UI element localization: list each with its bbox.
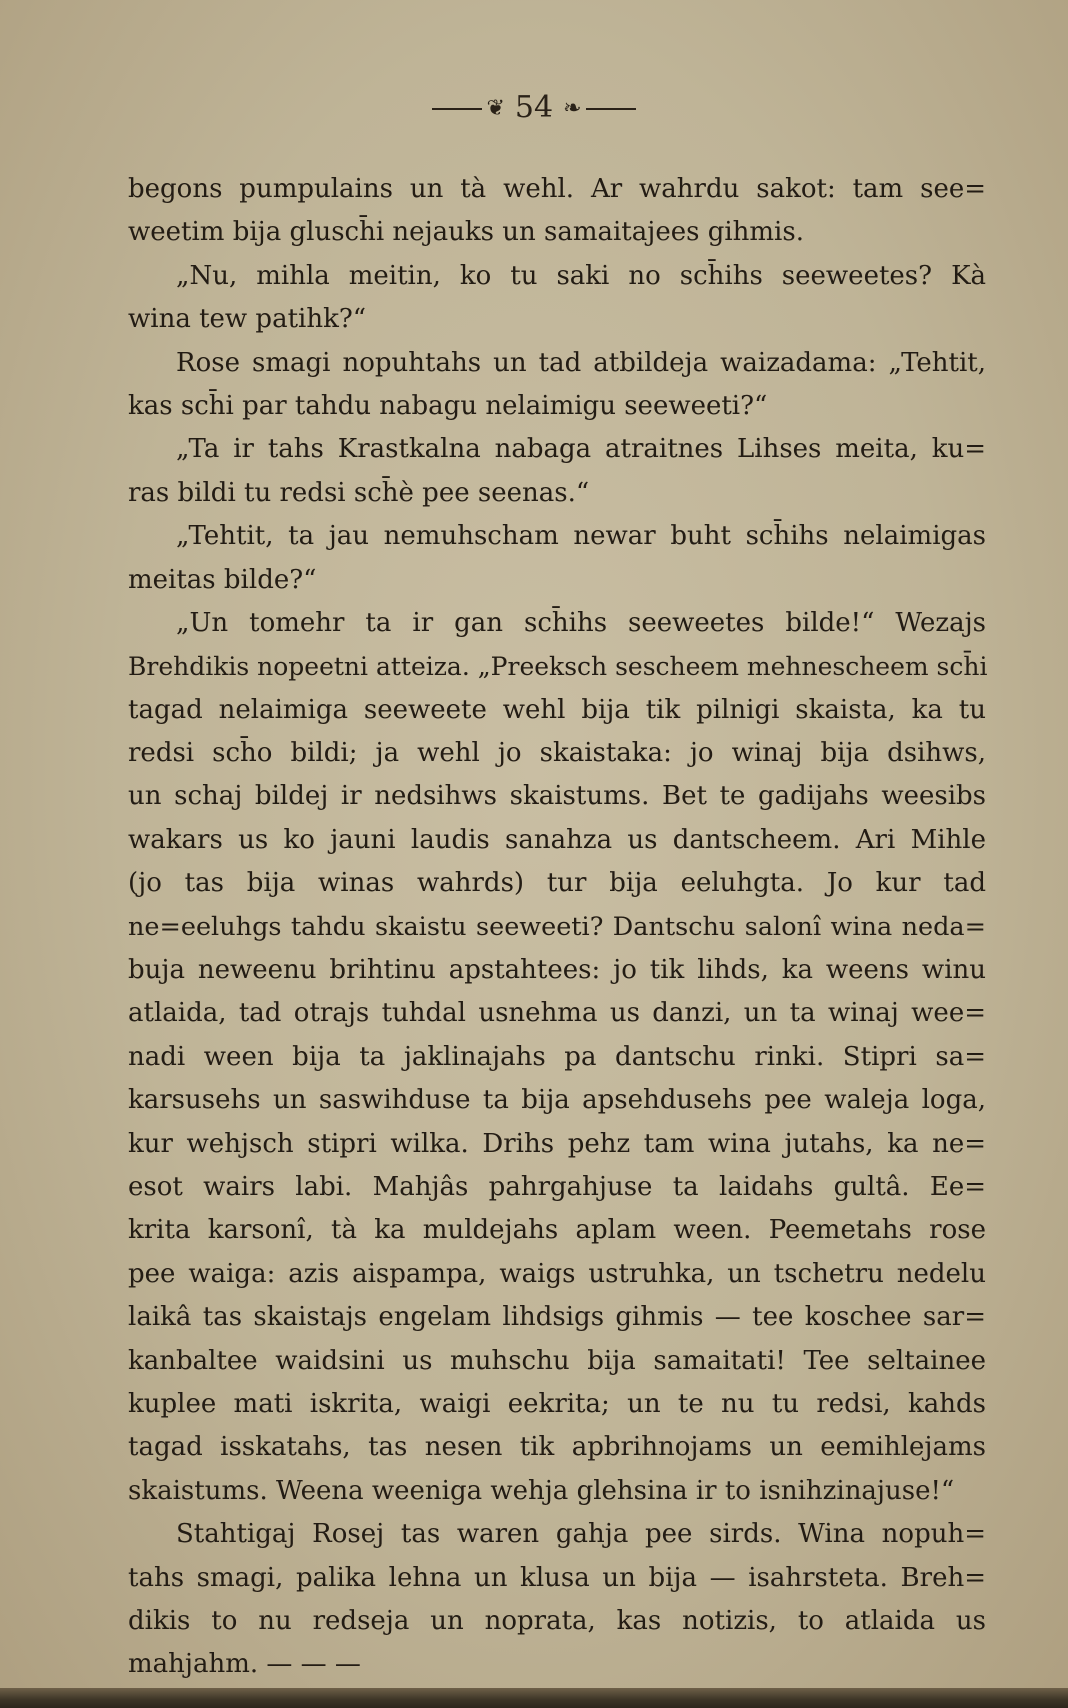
text-line: ras bildi tu redsi sch̄è pee seenas.“ <box>128 477 590 508</box>
text-line: kur wehjsch stipri wilka. Drihs pehz tam wina jutahs, ka ne= <box>128 1128 986 1159</box>
text-line: kuplee mati iskrita, waigi eekrita; un te nu tu redsi, kahds <box>128 1388 986 1419</box>
text-line: esot wairs labi. Mahjâs pahrgahjuse ta laidahs gultâ. Ee= <box>128 1171 986 1202</box>
header-rule-right <box>586 108 636 110</box>
text-line: tagad nelaimiga seeweete wehl bija tik pilnigi skaista, ka tu <box>128 694 986 725</box>
text-line: pee waiga: azis aispampa, waigs ustruhka, un tschetru nedelu <box>128 1258 986 1289</box>
text-line: Rose smagi nopuhtahs un tad atbildeja waizadama: „Tehtit, <box>176 347 986 378</box>
text-line: buja neweenu brihtinu apstahtees: jo tik lihds, ka weens winu <box>128 955 986 986</box>
text-line: skaistums. Weena weeniga wehja glehsina ir to isnihzinajuse!“ <box>128 1475 955 1506</box>
text-line: krita karsonî, tà ka muldejahs aplam ween. Peemetahs rose <box>128 1215 986 1246</box>
text-line: kas sch̄i par tahdu nabagu nelaimigu seeweeti?“ <box>128 390 768 421</box>
text-line: laikâ tas skaistajs engelam lihdsigs gihmis — tee koschee sar= <box>128 1302 986 1333</box>
text-line: karsusehs un saswihduse ta bija apsehdusehs pee waleja loga, <box>128 1085 986 1116</box>
text-line: nadi ween bija ta jaklinajahs pa dantschu rinki. Stipri sa= <box>128 1041 986 1072</box>
text-line: wakars us ko jauni laudis sanahza us dantscheem. Ari Mihle <box>128 824 986 855</box>
text-line: „Nu, mihla meitin, ko tu saki no sch̄ihs seeweetes? Kà <box>176 260 986 291</box>
text-line: redsi sch̄o bildi; ja wehl jo skaistaka: jo winaj bija dsihws, <box>128 738 986 769</box>
text-line: Stahtigaj Rosej tas waren gahja pee sirds. Wina nopuh= <box>176 1519 986 1550</box>
text-line: wina tew patihk?“ <box>128 304 367 335</box>
text-line: kanbaltee waidsini us muhschu bija samaitati! Tee seltainee <box>128 1345 986 1376</box>
header-rule-left <box>432 108 482 110</box>
text-line: „Un tomehr ta ir gan sch̄ihs seeweetes bilde!“ Wezajs <box>176 607 986 638</box>
page-number: 54 <box>514 90 554 125</box>
text-line: dikis to nu redseja un noprata, kas notizis, to atlaida us <box>128 1605 986 1636</box>
text-line: tahs smagi, palika lehna un klusa un bija — isahrsteta. Breh= <box>128 1562 986 1593</box>
text-line: mahjahm. — — — <box>128 1649 361 1680</box>
ornament-right-icon: ❧ <box>563 96 582 121</box>
text-line: meitas bilde?“ <box>128 564 317 595</box>
ornament-left-icon: ❦ <box>486 96 505 121</box>
body-text <box>128 168 986 1687</box>
text-line: weetim bija glusch̄i nejauks un samaitajees gihmis. <box>128 217 804 248</box>
text-line: Brehdikis nopeetni atteiza. „Preeksch sescheem mehnescheem sch̄i <box>128 652 988 682</box>
text-line: „Ta ir tahs Krastkalna nabaga atraitnes Lihses meita, ku= <box>176 434 986 465</box>
text-line: „Tehtit, ta jau nemuhscham newar buht sch̄ihs nelaimigas <box>176 521 986 552</box>
text-line: un schaj bildej ir nedsihws skaistums. Bet te gadijahs weesibs <box>128 781 986 812</box>
text-line: atlaida, tad otrajs tuhdal usnehma us danzi, un ta winaj wee= <box>128 998 986 1029</box>
page-bottom-edge <box>0 1688 1068 1708</box>
text-line: (jo tas bija winas wahrds) tur bija eeluhgta. Jo kur tad <box>128 868 986 899</box>
text-line: begons pumpulains un tà wehl. Ar wahrdu sakot: tam see= <box>128 174 986 204</box>
text-line: tagad isskatahs, tas nesen tik apbrihnojams un eemihlejams <box>128 1432 986 1463</box>
page-header <box>0 88 1068 129</box>
text-line: ne=eeluhgs tahdu skaistu seeweeti? Dantschu salonî wina neda= <box>128 911 986 942</box>
